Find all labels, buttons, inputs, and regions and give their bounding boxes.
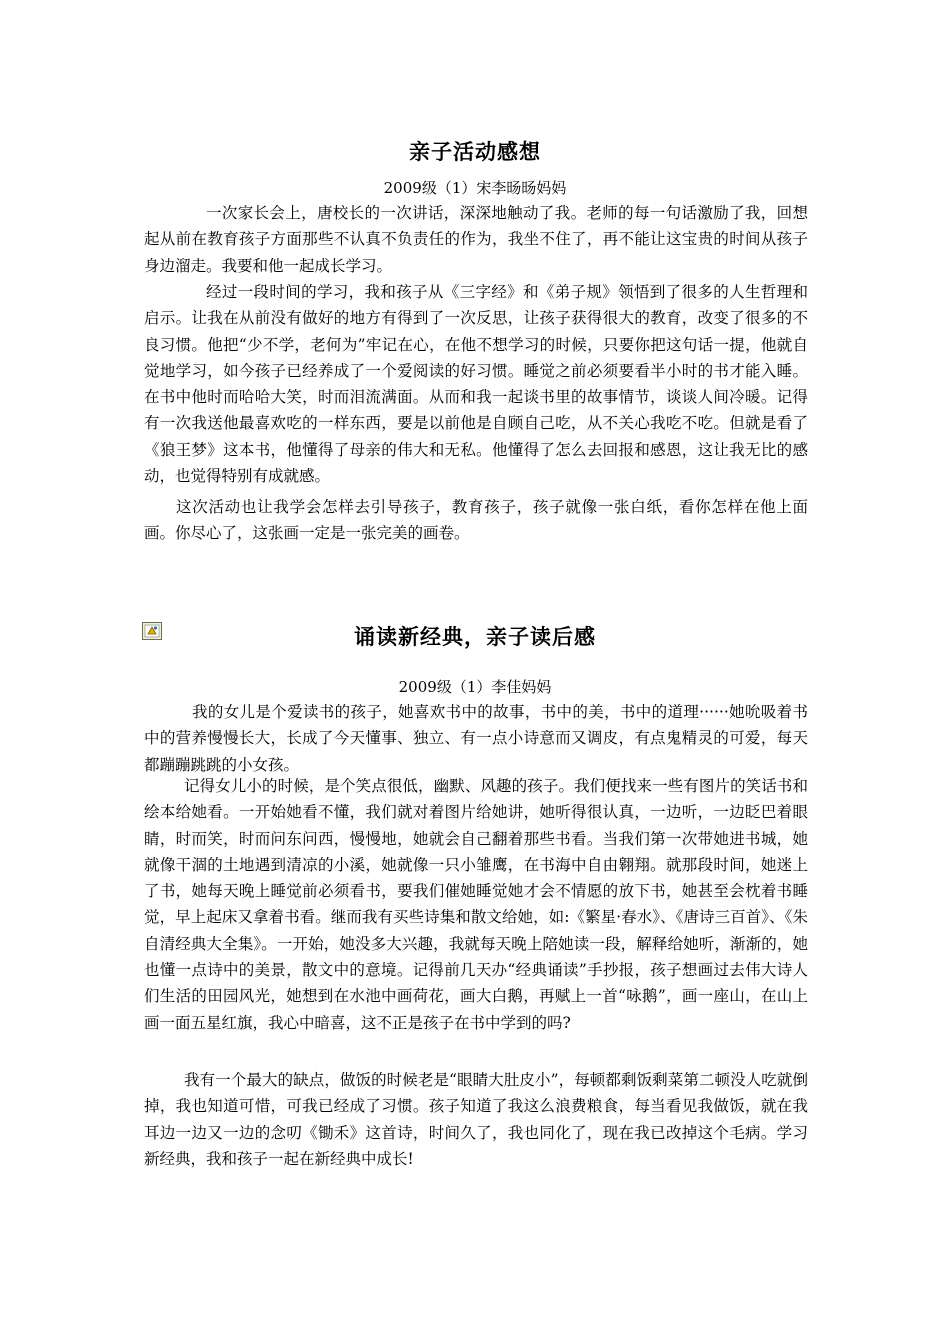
article1-paragraph-3: 这次活动也让我学会怎样去引导孩子，教育孩子，孩子就像一张白纸，看你怎样在他上面画。你尽心了，这张画一定是一张完美的画卷。: [144, 498, 808, 543]
article2-title: 诵读新经典，亲子读后感: [354, 624, 596, 649]
article1-paragraph-2: 经过一段时间的学习，我和孩子从《三字经》和《弟子规》领悟到了很多的人生哲理和启示。让我在从前没有做好的地方有得到了一次反思，让孩子获得很大的教育，改变了很多的不良习惯。他把“少不学，老何为”牢记在心，在他不想学习的时候，只要你把这句话一提，他就自觉地学习，如今孩子已经养成了一个爱阅读的好习惯。睡觉之前必须要看半小时的书才能入睡。在书中他时而哈哈大笑，时而泪流满面。从而和我一起谈书里的故事情节，谈谈人间冷暖。记得有一次我送他最喜欢吃的一样东西，要是以前他是自顾自己吃，从不关心我吃不吃。但就是看了《狼王梦》这本书，他懂得了母亲的伟大和无私。他懂得了怎么去回报和感恩，这让我无比的感动，也觉得特别有成就感。: [144, 283, 808, 486]
article2-paragraph-1: 我的女儿是个爱读书的孩子，她喜欢书中的故事，书中的美，书中的道理······她吮吸着书中的营养慢慢长大，长成了今天懂事、独立、有一点小诗意而又调皮，有点鬼精灵的可爱，每天都蹦蹦跳跳的小女孩。: [144, 703, 808, 774]
article2-paragraph-3: 我有一个最大的缺点，做饭的时候老是“眼睛大肚皮小”，每顿都剩饭剩菜第二顿没人吃就倒掉，我也知道可惜，可我已经成了习惯。孩子知道了我这么浪费粮食，每当看见我做饭，就在我耳边一边又一边的念叨《锄禾》这首诗，时间久了，我也同化了，现在我已改掉这个毛病。学习新经典，我和孩子一起在新经典中成长!: [144, 1071, 808, 1168]
article2-paragraph-2: 记得女儿小的时候，是个笑点很低，幽默、风趣的孩子。我们便找来一些有图片的笑话书和绘本给她看。一开始她看不懂，我们就对着图片给她讲，她听得很认真，一边听，一边眨巴着眼睛，时而笑，时而问东问西，慢慢地，她就会自己翻着那些书看。当我们第一次带她进书城，她就像干涸的土地遇到清凉的小溪，她就像一只小雏鹰，在书海中自由翱翔。就那段时间，她迷上了书，她每天晚上睡觉前必须看书，要我们催她睡觉她才会不情愿的放下书，她甚至会枕着书睡觉，早上起床又拿着书看。继而我有买些诗集和散文给她，如:《繁星·春水》、《唐诗三百首》、《朱自清经典大全集》。一开始，她没多大兴趣，我就每天晚上陪她读一段，解释给她听，渐渐的，她也懂一点诗中的美景，散文中的意境。记得前几天办“经典诵读”手抄报，孩子想画过去伟大诗人们生活的田园风光，她想到在水池中画荷花，画大白鹅，再赋上一首“咏鹅”，画一座山，在山上画一面五星红旗，我心中暗喜，这不正是孩子在书中学到的吗?: [144, 777, 808, 1032]
article1-title: 亲子活动感想: [409, 139, 541, 164]
article1-paragraph-1: 一次家长会上，唐校长的一次讲话，深深地触动了我。老师的每一句话激励了我，回想起从前在教育孩子方面那些不认真不负责任的作为，我坐不住了，再不能让这宝贵的时间从孩子身边溜走。我要和他一起成长学习。: [144, 204, 808, 275]
article1-author: 2009级（1）宋李旸旸妈妈: [383, 179, 567, 197]
article2-author: 2009级（1）李佳妈妈: [398, 678, 552, 696]
